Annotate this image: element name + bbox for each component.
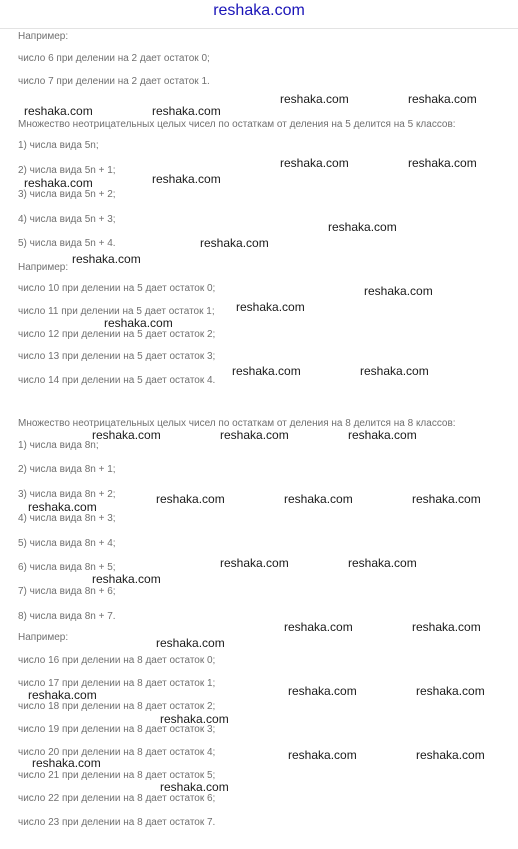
text-line: число 7 при делении на 2 дает остаток 1. (18, 76, 210, 87)
text-line: 6) числа вида 8n + 5; (18, 562, 116, 573)
text-line: число 12 при делении на 5 дает остаток 2; (18, 329, 216, 340)
watermark: reshaka.com (408, 156, 477, 170)
watermark: reshaka.com (408, 92, 477, 106)
header-divider (0, 28, 518, 29)
text-line: число 16 при делении на 8 дает остаток 0; (18, 655, 216, 666)
watermark: reshaka.com (28, 500, 97, 514)
text-line: 2) числа вида 8n + 1; (18, 464, 116, 475)
text-line: число 18 при делении на 8 дает остаток 2; (18, 701, 216, 712)
watermark: reshaka.com (220, 428, 289, 442)
text-line: 1) числа вида 8n; (18, 440, 99, 451)
text-line: Например: (18, 262, 69, 273)
watermark: reshaka.com (24, 176, 93, 190)
watermark: reshaka.com (328, 220, 397, 234)
watermark: reshaka.com (32, 756, 101, 770)
watermark: reshaka.com (348, 428, 417, 442)
text-line: 8) числа вида 8n + 7. (18, 611, 116, 622)
text-line: Множество неотрицательных целых чисел по остаткам от деления на 8 делится на 8 классов: (18, 418, 456, 429)
watermark: reshaka.com (28, 688, 97, 702)
text-line: 5) числа вида 5n + 4. (18, 238, 116, 249)
text-line: число 6 при делении на 2 дает остаток 0; (18, 53, 210, 64)
watermark: reshaka.com (92, 428, 161, 442)
text-line: Множество неотрицательных целых чисел по остаткам от деления на 5 делится на 5 классов: (18, 119, 456, 130)
watermark: reshaka.com (288, 748, 357, 762)
watermark: reshaka.com (220, 556, 289, 570)
watermark: reshaka.com (104, 316, 173, 330)
watermark: reshaka.com (412, 620, 481, 634)
text-line: 1) числа вида 5n; (18, 140, 99, 151)
text-line: 4) числа вида 5n + 3; (18, 214, 116, 225)
watermark: reshaka.com (72, 252, 141, 266)
watermark: reshaka.com (284, 492, 353, 506)
text-line: 3) числа вида 8n + 2; (18, 489, 116, 500)
watermark: reshaka.com (280, 92, 349, 106)
text-line: число 21 при делении на 8 дает остаток 5; (18, 770, 216, 781)
text-line: число 20 при делении на 8 дает остаток 4; (18, 747, 216, 758)
watermark: reshaka.com (156, 636, 225, 650)
text-line: число 14 при делении на 5 дает остаток 4. (18, 375, 216, 386)
watermark: reshaka.com (152, 104, 221, 118)
text-line: 7) числа вида 8n + 6; (18, 586, 116, 597)
watermark: reshaka.com (160, 712, 229, 726)
text-line: число 10 при делении на 5 дает остаток 0; (18, 283, 216, 294)
watermark: reshaka.com (232, 364, 301, 378)
text-line: число 17 при делении на 8 дает остаток 1; (18, 678, 216, 689)
watermark: reshaka.com (152, 172, 221, 186)
watermark: reshaka.com (92, 572, 161, 586)
watermark: reshaka.com (24, 104, 93, 118)
watermark: reshaka.com (156, 492, 225, 506)
text-line: Например: (18, 31, 69, 42)
text-line: число 13 при делении на 5 дает остаток 3; (18, 351, 216, 362)
watermark: reshaka.com (348, 556, 417, 570)
watermark: reshaka.com (160, 780, 229, 794)
watermark: reshaka.com (236, 300, 305, 314)
text-line: 2) числа вида 5n + 1; (18, 165, 116, 176)
text-line: 4) числа вида 8n + 3; (18, 513, 116, 524)
watermark: reshaka.com (200, 236, 269, 250)
text-line: 5) числа вида 8n + 4; (18, 538, 116, 549)
watermark: reshaka.com (412, 492, 481, 506)
site-logo[interactable]: reshaka.com (213, 2, 305, 19)
watermark: reshaka.com (360, 364, 429, 378)
watermark: reshaka.com (284, 620, 353, 634)
watermark: reshaka.com (288, 684, 357, 698)
text-line: число 22 при делении на 8 дает остаток 6; (18, 793, 216, 804)
text-line: число 23 при делении на 8 дает остаток 7. (18, 817, 216, 828)
text-line: число 11 при делении на 5 дает остаток 1; (18, 306, 215, 317)
text-line: 3) числа вида 5n + 2; (18, 189, 116, 200)
text-line: Например: (18, 632, 69, 643)
watermark: reshaka.com (416, 748, 485, 762)
watermark: reshaka.com (364, 284, 433, 298)
watermark: reshaka.com (416, 684, 485, 698)
text-line: число 19 при делении на 8 дает остаток 3; (18, 724, 216, 735)
watermark: reshaka.com (280, 156, 349, 170)
